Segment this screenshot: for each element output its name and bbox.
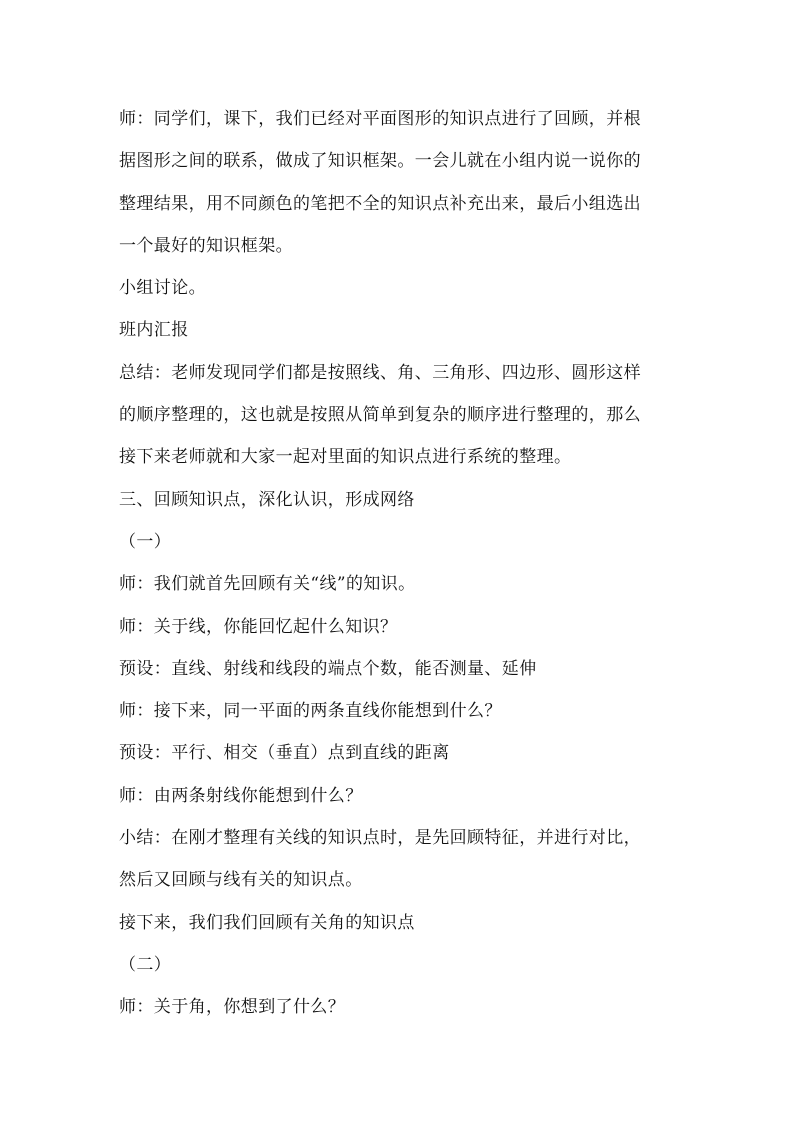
subsection-heading: （二）: [119, 954, 172, 975]
paragraph-line: 小结：在刚才整理有关线的知识点时，是先回顾特征，并进行对比，: [119, 828, 641, 849]
paragraph-line: 预设：平行、相交（垂直）点到直线的距离: [119, 743, 450, 764]
paragraph-line: 一个最好的知识框架。: [119, 235, 293, 256]
paragraph-line: 然后又回顾与线有关的知识点。: [119, 870, 363, 891]
subsection-heading: （一）: [119, 531, 172, 552]
paragraph-line: 师：关于角，你想到了什么？: [119, 997, 346, 1018]
paragraph-line: 总结：老师发现同学们都是按照线、角、三角形、四边形、圆形这样: [119, 362, 641, 383]
paragraph-line: 预设：直线、射线和线段的端点个数，能否测量、延伸: [119, 658, 537, 679]
section-heading: 三、回顾知识点，深化认识，形成网络: [119, 489, 415, 510]
paragraph-line: 师：同学们，课下，我们已经对平面图形的知识点进行了回顾，并根: [119, 109, 641, 129]
paragraph-line: 师：我们就首先回顾有关“线”的知识。: [119, 574, 416, 595]
paragraph-line: 小组讨论。: [119, 278, 206, 299]
paragraph-line: 据图形之间的联系，做成了知识框架。一会儿就在小组内说一说你的: [119, 151, 641, 172]
paragraph-line: 整理结果，用不同颜色的笔把不全的知识点补充出来，最后小组选出: [119, 193, 641, 214]
paragraph-line: 师：接下来，同一平面的两条直线你能想到什么？: [119, 701, 502, 722]
paragraph-line: 接下来，我们我们回顾有关角的知识点: [119, 912, 415, 933]
paragraph-line: 班内汇报: [119, 320, 189, 341]
paragraph-line: 接下来老师就和大家一起对里面的知识点进行系统的整理。: [119, 447, 572, 468]
paragraph-line: 的顺序整理的，这也就是按照从简单到复杂的顺序进行整理的，那么: [119, 405, 641, 426]
paragraph-line: 师：关于线，你能回忆起什么知识？: [119, 616, 398, 637]
paragraph-line: 师：由两条射线你能想到什么？: [119, 785, 363, 806]
document-body: [119, 98, 689, 1029]
